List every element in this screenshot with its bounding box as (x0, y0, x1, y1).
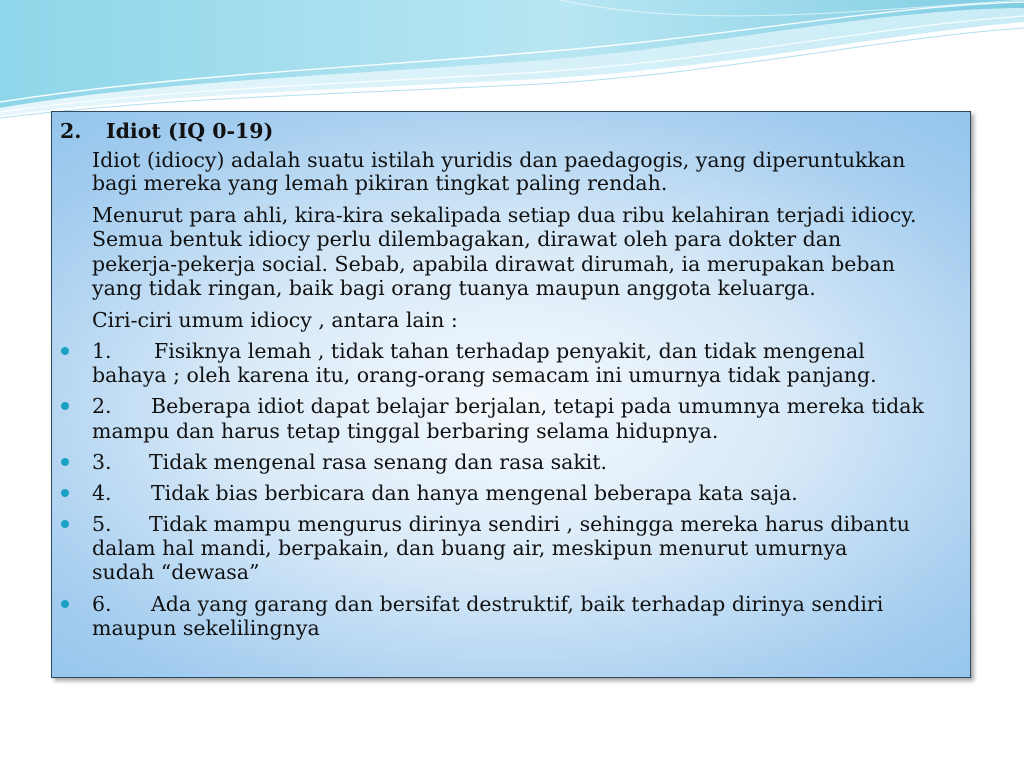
item-text: Ada yang garang dan bersifat destruktif, baik terhadap dirinya sendiri (151, 592, 884, 616)
item-number: 3. (92, 450, 112, 474)
item-text: Beberapa idiot dapat belajar berjalan, tetapi pada umumnya mereka tidak (151, 394, 924, 418)
bullet-icon (61, 347, 69, 355)
bullet-icon (61, 489, 69, 497)
item-number: 1. (92, 339, 112, 363)
item-text: sudah “dewasa” (92, 560, 260, 584)
paragraph-text: bagi mereka yang lemah pikiran tingkat paling rendah. (92, 171, 668, 195)
item-text: Tidak mampu mengurus dirinya sendiri , sehingga mereka harus dibantu (149, 512, 910, 536)
item-text: bahaya ; oleh karena itu, orang-orang semacam ini umurnya tidak panjang. (92, 363, 877, 387)
item-text: Tidak mengenal rasa senang dan rasa sakit. (149, 450, 608, 474)
item-text: dalam hal mandi, berpakain, dan buang air, meskipun menurut umurnya (92, 536, 848, 560)
item-number: 5. (92, 512, 112, 536)
bullet-icon (61, 458, 69, 466)
paragraph-text: pekerja-pekerja social. Sebab, apabila dirawat dirumah, ia merupakan beban (92, 252, 895, 276)
bullet-icon (61, 402, 69, 410)
heading-number: 2. (60, 119, 82, 143)
item-text: maupun sekelilingnya (92, 616, 320, 640)
item-number: 6. (92, 592, 112, 616)
item-number: 2. (92, 394, 112, 418)
item-text: mampu dan harus tetap tinggal berbaring selama hidupnya. (92, 419, 719, 443)
item-number: 4. (92, 481, 112, 505)
item-text: Tidak bias berbicara dan hanya mengenal beberapa kata saja. (151, 481, 798, 505)
paragraph-text: Menurut para ahli, kira-kira sekalipada setiap dua ribu kelahiran terjadi idiocy. (92, 203, 917, 227)
bullet-icon (61, 600, 69, 608)
paragraph-text: Ciri-ciri umum idiocy , antara lain : (92, 308, 458, 332)
content-box (51, 111, 971, 678)
paragraph-text: yang tidak ringan, baik bagi orang tuanya maupun anggota keluarga. (92, 276, 816, 300)
paragraph-text: Idiot (idiocy) adalah suatu istilah yuridis dan paedagogis, yang diperuntukkan (92, 148, 906, 172)
bullet-icon (61, 520, 69, 528)
item-text: Fisiknya lemah , tidak tahan terhadap penyakit, dan tidak mengenal (154, 339, 865, 363)
paragraph-text: Semua bentuk idiocy perlu dilembagakan, dirawat oleh para dokter dan (92, 227, 842, 251)
heading-title: Idiot (IQ 0-19) (106, 119, 274, 143)
